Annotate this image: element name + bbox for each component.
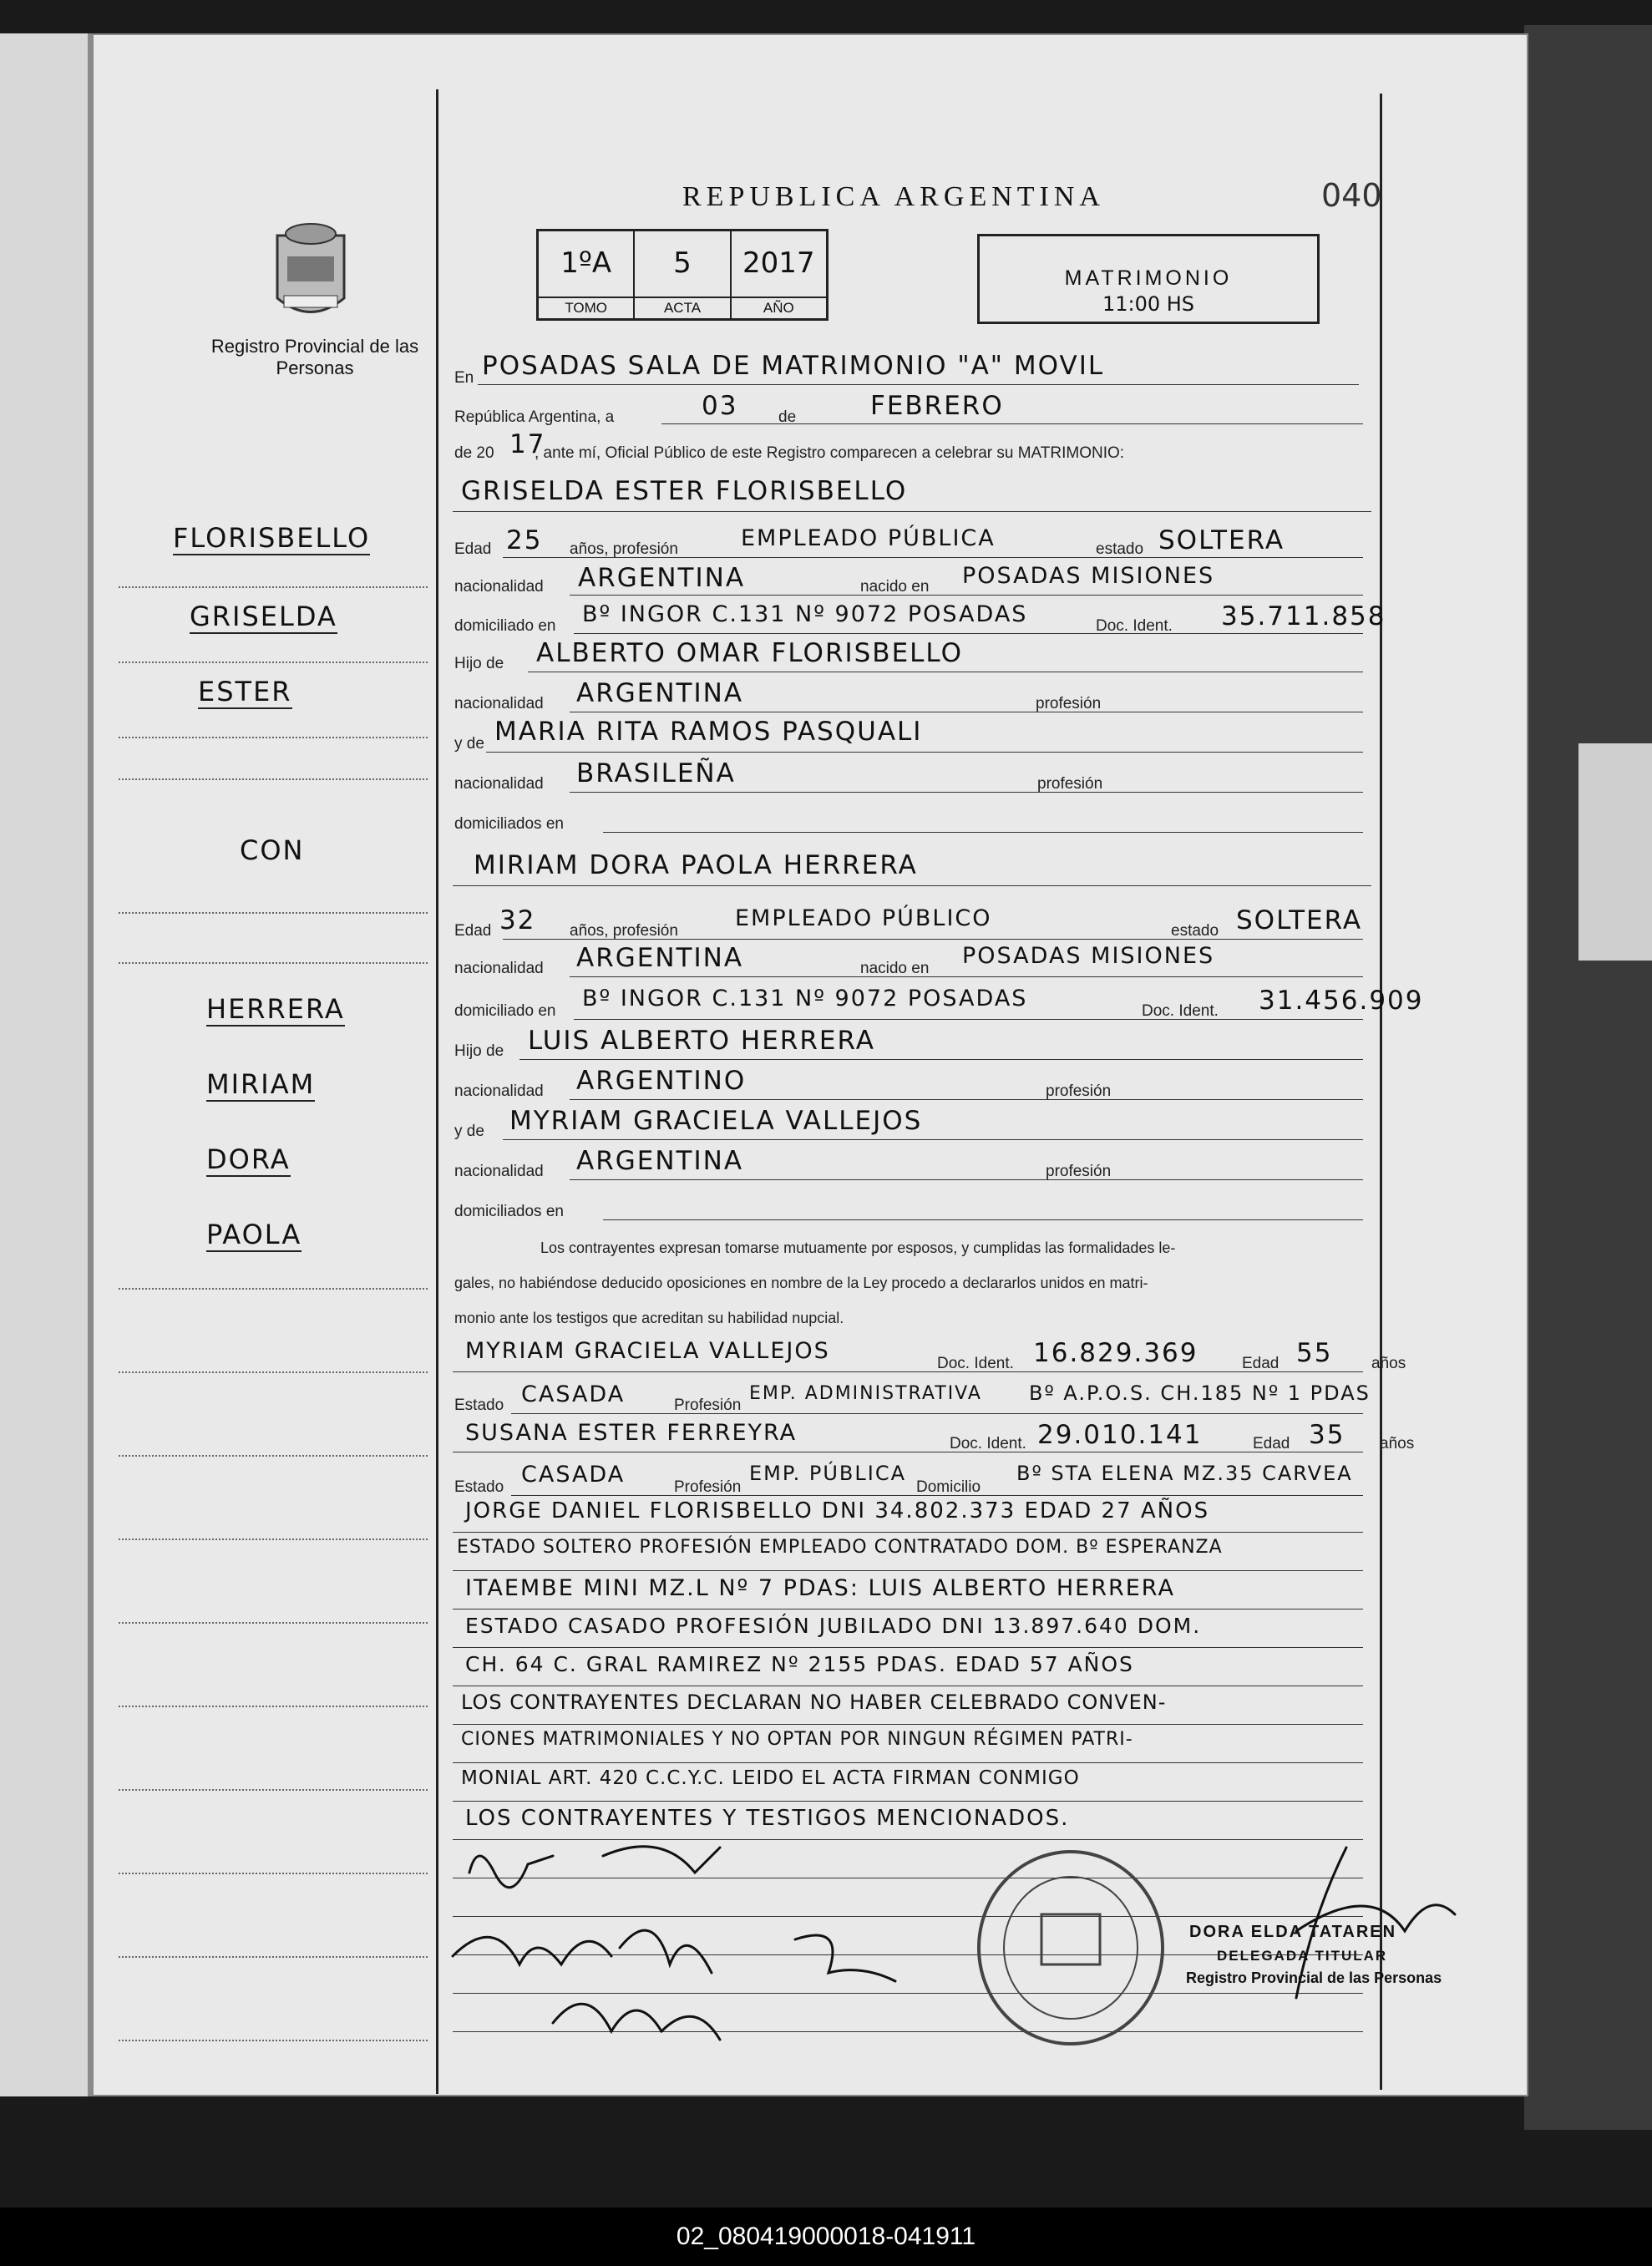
spouse1-nat-label: nacionalidad — [454, 578, 544, 596]
officer-name: DORA ELDA TATAREN — [1189, 1923, 1397, 1941]
spouse1-age: 25 — [506, 525, 543, 555]
de-label: de — [778, 408, 797, 426]
spouse2-doc: 31.456.909 — [1259, 986, 1424, 1016]
spouse2-yde-label: y de — [454, 1123, 484, 1140]
spouse2-mother: MYRIAM GRACIELA VALLEJOS — [509, 1106, 923, 1136]
margin-column-rule — [436, 89, 438, 2094]
witness2-profession: EMP. PÚBLICA — [749, 1462, 906, 1485]
spouse2-mother-prof-label: profesión — [1046, 1163, 1112, 1180]
spouse2-father-nat: ARGENTINO — [576, 1066, 747, 1096]
register-page — [92, 33, 1528, 2096]
acta-value: 5 — [673, 246, 692, 280]
spouse2-dom-label: domiciliado en — [454, 1002, 556, 1020]
spouse2-address: Bº INGOR C.131 Nº 9072 POSADAS — [582, 986, 1028, 1011]
spouse1-edad-label: Edad — [454, 540, 492, 558]
spouse2-age: 32 — [499, 905, 536, 935]
margin-note-florisbello: FLORISBELLO — [173, 522, 371, 554]
spouse2-nat-label: nacionalidad — [454, 960, 544, 977]
ceremony-day: 03 — [702, 391, 738, 421]
witness1-doc: 16.829.369 — [1033, 1338, 1198, 1368]
witness2-dom-label: Domicilio — [916, 1478, 981, 1496]
spouse2-mother-nat: ARGENTINA — [576, 1146, 744, 1176]
witness2-name: SUSANA ESTER FERREYRA — [465, 1420, 798, 1446]
spouse1-mother-nat: BRASILEÑA — [576, 758, 736, 788]
left-facing-page — [0, 33, 100, 2096]
spouse1-mother-nat-label: nacionalidad — [454, 775, 544, 793]
margin-note-herrera: HERRERA — [206, 993, 345, 1025]
margin-note-ester: ESTER — [198, 676, 292, 707]
record-type-box — [977, 234, 1320, 324]
officer-title: DELEGADA TITULAR — [1217, 1948, 1388, 1964]
witness1-anios-label: años — [1371, 1355, 1406, 1372]
spouse1-dom-label: domiciliado en — [454, 617, 556, 635]
year-prefix: de 20 — [454, 444, 494, 462]
witness2-estado-label: Estado — [454, 1478, 504, 1496]
spouse1-doc: 35.711.858 — [1221, 601, 1386, 631]
spouse1-profession: EMPLEADO PÚBLICA — [741, 525, 996, 551]
handwritten-line-3: ITAEMBE MINI MZ.L Nº 7 PDAS: LUIS ALBERTO HERRERA — [465, 1575, 1175, 1601]
province-seal-icon — [269, 219, 352, 327]
spouse1-mother-prof-label: profesión — [1037, 775, 1103, 793]
declaration-line-2: gales, no habiéndose deducido oposiciones en nombre de la Ley procedo a declararlos unidos en matri- — [454, 1275, 1148, 1291]
background-edge — [1524, 25, 1652, 2130]
spouse2-profession: EMPLEADO PÚBLICO — [735, 905, 992, 931]
margin-note-dora: DORA — [206, 1143, 291, 1175]
registry-name: Registro Provincial de las Personas — [210, 336, 419, 378]
republica-label: República Argentina, a — [454, 408, 615, 426]
ceremony-place: POSADAS SALA DE MATRIMONIO "A" MOVIL — [482, 351, 1105, 381]
handwritten-line-8: MONIAL ART. 420 C.C.Y.C. LEIDO EL ACTA FIRMAN CONMIGO — [461, 1767, 1080, 1789]
spouse1-mother: MARIA RITA RAMOS PASQUALI — [494, 717, 923, 747]
acta-label: ACTA — [635, 297, 729, 318]
side-tab — [1579, 743, 1652, 961]
spouse1-name: GRISELDA ESTER FLORISBELLO — [461, 476, 908, 506]
spouse1-estado-label: estado — [1096, 540, 1144, 558]
spouse1-domiciliados-label: domiciliados en — [454, 815, 564, 833]
margin-note-paola: PAOLA — [206, 1219, 302, 1250]
book-reference-box — [536, 229, 829, 321]
en-label: En — [454, 369, 474, 387]
country-title: REPUBLICA ARGENTINA — [682, 181, 1105, 212]
spouse2-estado: SOLTERA — [1236, 905, 1363, 935]
witness1-domicilio: Bº A.P.O.S. CH.185 Nº 1 PDAS — [1029, 1381, 1371, 1405]
witness2-doc: 29.010.141 — [1037, 1420, 1203, 1450]
ceremony-month: FEBRERO — [870, 391, 1004, 421]
signatures-graphic — [444, 1822, 945, 2073]
spouse2-father-prof-label: profesión — [1046, 1082, 1112, 1100]
spouse2-anios-label: años, profesión — [570, 922, 678, 940]
spouse2-domiciliados-label: domiciliados en — [454, 1203, 564, 1220]
handwritten-line-5: CH. 64 C. GRAL RAMIREZ Nº 2155 PDAS. EDAD 57 AÑOS — [465, 1652, 1134, 1676]
spouse2-estado-label: estado — [1171, 922, 1219, 940]
spouse2-edad-label: Edad — [454, 922, 492, 940]
official-stamp-icon — [970, 1848, 1171, 2048]
witness1-edad-label: Edad — [1242, 1355, 1280, 1372]
officer-signature — [1246, 1831, 1513, 2023]
witness1-estado-label: Estado — [454, 1397, 504, 1414]
record-type: MATRIMONIO — [1064, 266, 1233, 290]
spouse2-birthplace: POSADAS MISIONES — [962, 943, 1215, 969]
record-time: 11:00 HS — [1102, 292, 1195, 316]
spouse2-name: MIRIAM DORA PAOLA HERRERA — [474, 850, 918, 880]
tomo-value: 1ºA — [560, 246, 612, 280]
spouse2-mother-nat-label: nacionalidad — [454, 1163, 544, 1180]
declaration-line-3: monio ante los testigos que acreditan su habilidad nupcial. — [454, 1310, 844, 1326]
handwritten-line-7: CIONES MATRIMONIALES Y NO OPTAN POR NINGUN RÉGIMEN PATRI- — [461, 1729, 1133, 1750]
spouse1-nationality: ARGENTINA — [578, 563, 746, 593]
right-column-rule — [1380, 94, 1382, 2090]
image-caption: 02_080419000018-041911 — [0, 2208, 1652, 2266]
spouse1-father: ALBERTO OMAR FLORISBELLO — [536, 638, 964, 668]
spouse2-nacido-label: nacido en — [860, 960, 930, 977]
witness1-age: 55 — [1296, 1338, 1333, 1368]
spouse1-birthplace: POSADAS MISIONES — [962, 563, 1215, 589]
margin-note-con: CON — [240, 834, 305, 866]
folio-number: 040 — [1321, 177, 1382, 214]
handwritten-line-1: JORGE DANIEL FLORISBELLO DNI 34.802.373 EDAD 27 AÑOS — [465, 1498, 1210, 1523]
spouse1-father-nat: ARGENTINA — [576, 678, 744, 708]
handwritten-line-4: ESTADO CASADO PROFESIÓN JUBILADO DNI 13.897.640 DOM. — [465, 1614, 1202, 1638]
spouse1-doc-label: Doc. Ident. — [1096, 617, 1173, 635]
spouse1-yde-label: y de — [454, 735, 484, 753]
margin-note-griselda: GRISELDA — [190, 601, 337, 632]
witness2-edad-label: Edad — [1253, 1435, 1290, 1452]
handwritten-line-6: LOS CONTRAYENTES DECLARAN NO HABER CELEBRADO CONVEN- — [461, 1691, 1167, 1714]
spouse2-hijo-label: Hijo de — [454, 1042, 504, 1060]
declaration-line-1: Los contrayentes expresan tomarse mutuamente por esposos, y cumplidas las formalidades le- — [540, 1239, 1176, 1256]
witness2-prof-label: Profesión — [674, 1478, 742, 1496]
spouse2-nationality: ARGENTINA — [576, 943, 744, 973]
spouse1-father-nat-label: nacionalidad — [454, 695, 544, 712]
spouse1-father-prof-label: profesión — [1036, 695, 1102, 712]
handwritten-line-9: LOS CONTRAYENTES Y TESTIGOS MENCIONADOS. — [465, 1806, 1070, 1831]
witness2-doc-label: Doc. Ident. — [950, 1435, 1026, 1452]
anio-value: 2017 — [742, 246, 815, 280]
ceremony-year: 17 — [509, 429, 546, 459]
spouse2-doc-label: Doc. Ident. — [1142, 1002, 1219, 1020]
spouse1-address: Bº INGOR C.131 Nº 9072 POSADAS — [582, 601, 1028, 627]
officer-office: Registro Provincial de las Personas — [1186, 1969, 1442, 1986]
spouse1-nacido-label: nacido en — [860, 578, 930, 596]
witness1-doc-label: Doc. Ident. — [937, 1355, 1014, 1372]
witness1-profession: EMP. ADMINISTRATIVA — [749, 1383, 982, 1404]
witness2-domicilio: Bº STA ELENA MZ.35 CARVEA — [1016, 1462, 1353, 1485]
witness1-name: MYRIAM GRACIELA VALLEJOS — [465, 1338, 830, 1364]
witness2-age: 35 — [1309, 1420, 1345, 1450]
tomo-label: TOMO — [539, 297, 633, 318]
margin-note-miriam: MIRIAM — [206, 1068, 316, 1100]
spouse2-father: LUIS ALBERTO HERRERA — [528, 1026, 875, 1056]
handwritten-line-2: ESTADO SOLTERO PROFESIÓN EMPLEADO CONTRATADO DOM. Bº ESPERANZA — [457, 1537, 1223, 1558]
witness2-estado: CASADA — [521, 1462, 626, 1488]
anio-label: AÑO — [732, 297, 826, 318]
spouse1-hijo-label: Hijo de — [454, 655, 504, 672]
spouse1-anios-label: años, profesión — [570, 540, 678, 558]
spouse2-father-nat-label: nacionalidad — [454, 1082, 544, 1100]
statement: , ante mí, Oficial Público de este Registro comparecen a celebrar su MATRIMONIO: — [535, 444, 1125, 462]
witness2-anios-label: años — [1380, 1435, 1415, 1452]
witness1-prof-label: Profesión — [674, 1397, 742, 1414]
spouse1-estado: SOLTERA — [1158, 525, 1285, 555]
witness1-estado: CASADA — [521, 1381, 626, 1407]
